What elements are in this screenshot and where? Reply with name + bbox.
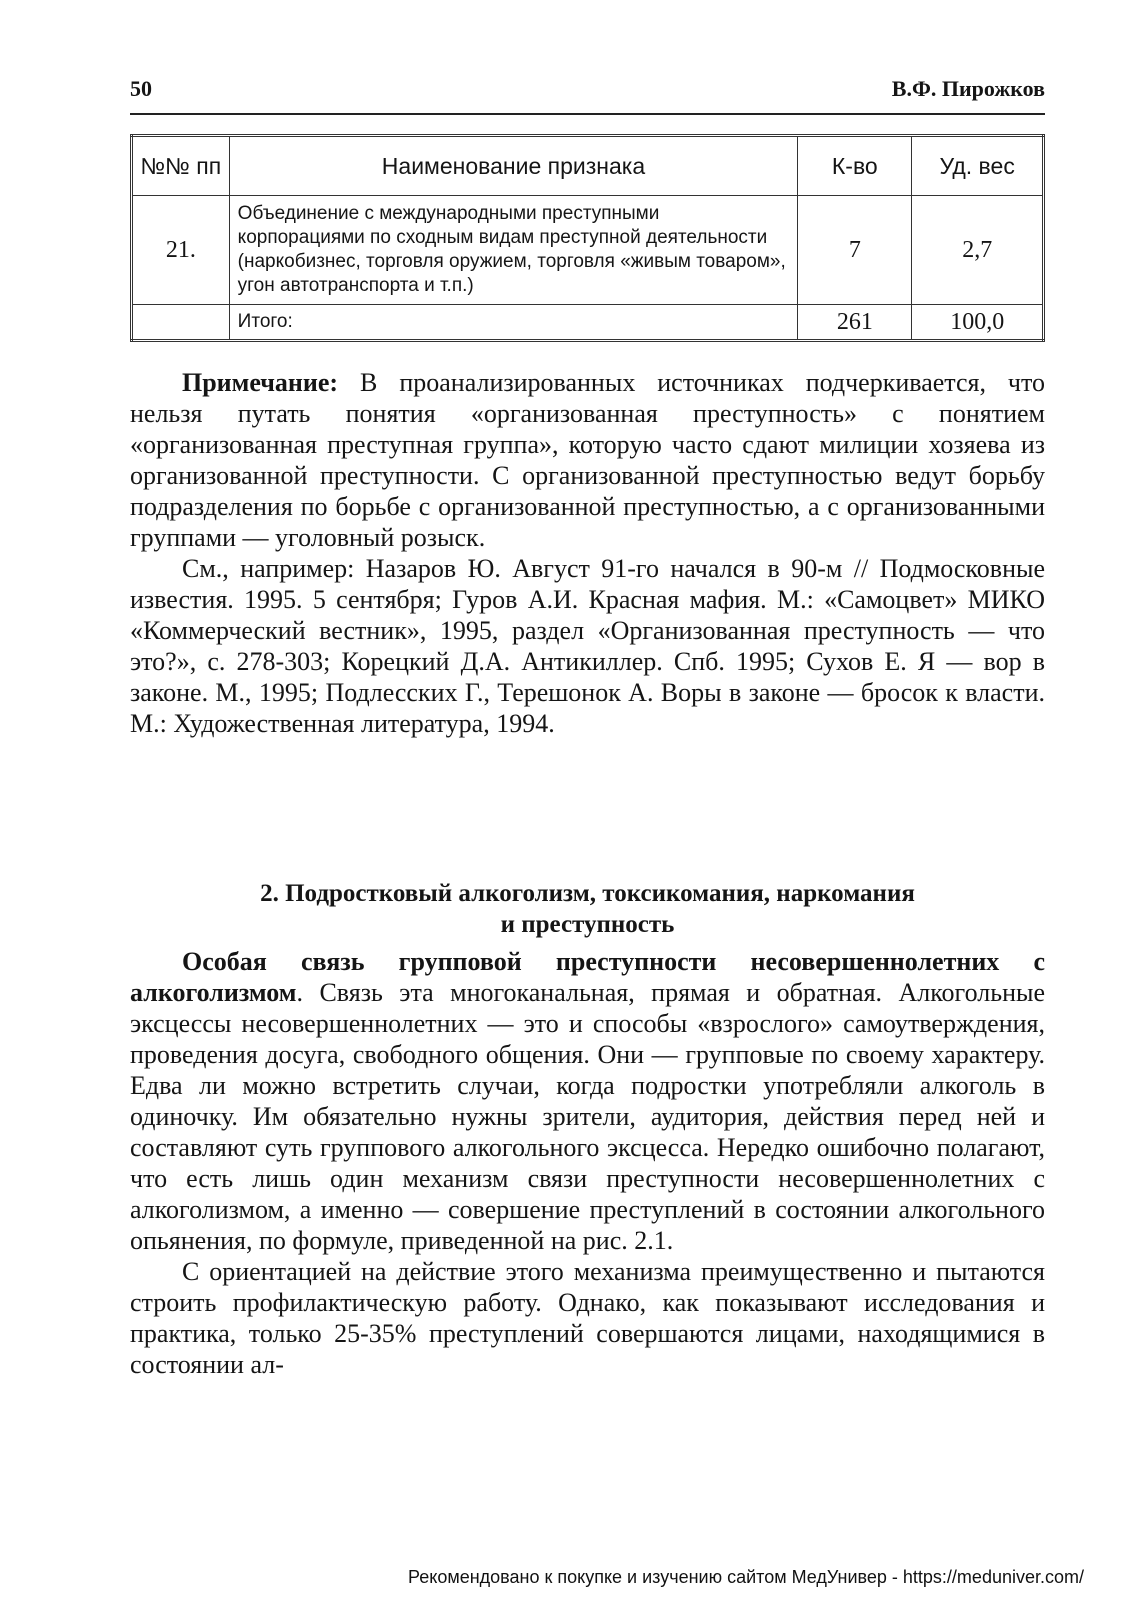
total-label: Итого: [229,305,798,341]
column-header-weight: Уд. вес [912,136,1044,196]
row-number: 21. [132,196,230,305]
table-row [132,196,1044,305]
total-count: 261 [798,305,912,341]
row-count: 7 [798,196,912,305]
total-weight: 100,0 [912,305,1044,341]
table-total-row [132,305,1044,341]
note-block [130,367,1045,739]
running-head [130,76,1045,110]
table-header-row [132,136,1044,196]
row-name: Объединение с международными преступными корпорациями по сходным видам преступной деятельности (наркобизнес, торговля оружием, торговля «живым товаром», угон автотранспорта и т.п.) [229,196,798,305]
total-number-cell [132,305,230,341]
section-title-line-1: 2. Подростковый алкоголизм, токсикомания, наркомания [260,880,915,907]
body-paragraph-1-text: . Связь эта многоканальная, прямая и обратная. Алкогольные эксцессы несовершеннолетних — это и способы «взрослого» самоутверждения, проведения досуга, свободного общения. Они — групповые по своему характеру. Едва ли можно встретить случаи, когда подростки употребляли алкоголь в одиночку. Им обязательно нужны зрители, аудитория, действия перед ней и составляют суть группового алкогольного эксцесса. Нередко ошибочно полагают, что есть лишь один механизм связи преступности несовершеннолетних с алкоголизмом, а именно — совершение преступлений в состоянии алкогольного опьянения, по формуле, приведенной на рис. 2.1. [130,978,1045,1255]
header-rule [130,113,1045,115]
body-paragraph-1 [130,946,1045,1256]
note-paragraph [130,367,1045,553]
footer-recommendation: Рекомендовано к покупке и изучению сайтом МедУнивер - https://meduniver.com/ [408,1567,1084,1587]
section-title-line-2: и преступность [500,911,675,938]
data-table [130,134,1045,342]
row-weight: 2,7 [912,196,1044,305]
section-title [130,878,1045,940]
column-header-count: К-во [798,136,912,196]
section-body [130,946,1045,1380]
note-text: В проанализированных источниках подчеркивается, что нельзя путать понятия «организованная преступность» с понятием «организованная преступная группа», которую часто сдают милиции хозяева из организованной преступности. С организованной преступностью ведут борьбу подразделения по борьбе с организованной преступностью, а с организованными группами — уголовный розыск. [130,368,1045,552]
column-header-name: Наименование признака [229,136,798,196]
running-head-author: В.Ф. Пирожков [891,76,1045,101]
body-paragraph-2: С ориентацией на действие этого механизма преимущественно и пытаются строить профилактическую работу. Однако, как показывают исследования и практика, только 25-35% преступлений совершаются лицами, находящимися в состоянии ал- [130,1257,1045,1379]
body-paragraph-1-lead: Особая связь групповой преступности несовершеннолетних с алкоголизмом [130,947,1045,1007]
references-paragraph: См., например: Назаров Ю. Август 91-го начался в 90-м // Подмосковные известия. 1995. 5 сентября; Гуров А.И. Красная мафия. М.: «Самоцвет» МИКО «Коммерческий вестник», 1995, раздел «Организованная преступность — что это?», с. 278-303; Корецкий Д.А. Антикиллер. Спб. 1995; Сухов Е. Я — вор в законе. М., 1995; Подлесских Г., Терешонок А. Воры в законе — бросок к власти. М.: Художественная литература, 1994. [130,554,1045,738]
column-header-number: №№ пп [132,136,230,196]
note-label: Примечание: [182,368,339,397]
page-number: 50 [130,76,152,101]
